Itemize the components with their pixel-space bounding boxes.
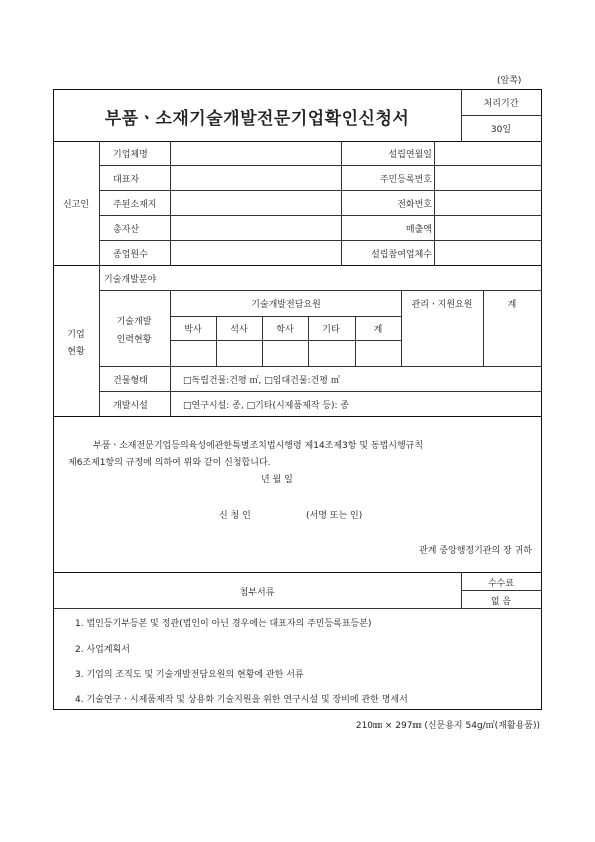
total-count-field[interactable] [484, 316, 541, 365]
phone-number-field[interactable] [435, 191, 541, 214]
tech-field-label: 기술개발분야 [104, 275, 157, 285]
workforce-label-line1: 기술개발 [116, 317, 152, 327]
masters-header: 석사 [230, 325, 248, 335]
participating-companies-label: 설립참여업체수 [371, 250, 432, 260]
sales-label: 매출액 [405, 225, 432, 235]
representative-field[interactable] [171, 166, 340, 189]
fee-value: 없 음 [490, 597, 512, 607]
resident-number-label: 주민등록번호 [379, 175, 432, 185]
other-count-field[interactable] [309, 341, 354, 365]
divider [99, 141, 100, 416]
divider [53, 608, 542, 609]
signature-field[interactable]: (서명 또는 인) [306, 511, 363, 521]
attachments-header: 첨부서류 [239, 588, 275, 598]
total-header: 계 [507, 300, 517, 310]
admin-support-count-field[interactable] [402, 316, 482, 365]
tech-field-input[interactable] [171, 266, 541, 289]
attachment-item: 1. 법인등기부등본 및 정관(법인이 아닌 경우에는 대표자의 주민등록표등본) [75, 619, 372, 629]
addressee: 관계 중앙행정기관의 장 귀하 [419, 546, 532, 556]
founding-date-label: 설립연월일 [388, 150, 432, 160]
building-type-label: 건물형태 [113, 376, 148, 386]
dedicated-staff-header: 기술개발전담요원 [251, 300, 321, 310]
processing-period-label: 처리기간 [483, 99, 519, 109]
divider [53, 572, 542, 573]
divider [461, 590, 542, 591]
phone-number-label: 전화번호 [397, 200, 432, 210]
application-date[interactable]: 년 월 일 [261, 475, 293, 485]
divider [461, 572, 462, 608]
company-status-label-line2: 현황 [67, 347, 85, 357]
founding-date-field[interactable] [435, 142, 541, 164]
divider [461, 89, 462, 141]
form-title: 부품ㆍ소재기술개발전문기업확인신청서 [104, 109, 410, 129]
divider [170, 316, 401, 317]
building-type-options[interactable]: □독립건물:건평 ㎡, □임대건물:건평 ㎡ [183, 376, 340, 386]
fee-label: 수수료 [487, 579, 515, 589]
total-assets-field[interactable] [171, 216, 340, 239]
company-status-label-line1: 기업 [67, 330, 85, 340]
attachment-item: 3. 기업의 조직도 및 기술개발전담요원의 현황에 관한 서류 [75, 670, 304, 680]
representative-label: 대표자 [113, 175, 140, 185]
doctorate-count-field[interactable] [171, 341, 215, 365]
sales-field[interactable] [435, 216, 541, 239]
dev-facility-label: 개발시설 [113, 401, 148, 411]
workforce-label-line2: 인력현황 [116, 335, 152, 345]
main-address-label: 주된소재지 [113, 200, 157, 210]
paper-spec-footer: 210㎜ × 297㎜ (신문용지 54g/㎡(재활용품)) [355, 721, 540, 731]
statement-line1: 부품ㆍ소재전문기업등의육성에관한특별조치법시행령 제14조제3항 및 동법시행규칙 [93, 441, 424, 451]
bachelors-header: 학사 [276, 325, 294, 335]
applicant-section-label: 신고인 [62, 200, 90, 210]
bachelors-count-field[interactable] [263, 341, 307, 365]
masters-count-field[interactable] [217, 341, 261, 365]
total-assets-label: 총자산 [113, 225, 140, 235]
admin-support-header: 관리ㆍ지원요원 [411, 300, 473, 310]
company-name-label: 기업체명 [113, 150, 148, 160]
subtotal-count-field[interactable] [356, 341, 400, 365]
attachment-item: 4. 기술연구ㆍ시제품제작 및 상용화 기술지원을 위한 연구시설 및 장비에 관한 명세서 [75, 695, 408, 705]
divider [99, 290, 542, 291]
divider [461, 115, 542, 116]
dev-facility-options[interactable]: □연구시설: 종, □기타(시제품제작 등): 종 [183, 401, 350, 411]
statement-line2: 제6조제1항의 규정에 의하여 위와 같이 신청합니다. [68, 458, 271, 468]
attachment-item: 2. 사업계획서 [75, 645, 130, 655]
main-address-field[interactable] [171, 191, 340, 214]
subtotal-header: 계 [373, 325, 383, 335]
divider [53, 416, 542, 417]
divider [99, 391, 542, 392]
doctorate-header: 박사 [184, 325, 202, 335]
divider [341, 141, 342, 265]
company-name-field[interactable] [171, 142, 340, 164]
other-header: 기타 [322, 325, 340, 335]
page-side-note: (앞쪽) [497, 76, 522, 86]
employees-field[interactable] [171, 241, 340, 264]
participating-companies-field[interactable] [435, 241, 541, 264]
processing-period-value: 30일 [490, 125, 512, 135]
resident-number-field[interactable] [435, 166, 541, 189]
employees-label: 종업원수 [113, 250, 148, 260]
divider [99, 366, 542, 367]
applicant-label: 신 청 인 [219, 511, 251, 521]
